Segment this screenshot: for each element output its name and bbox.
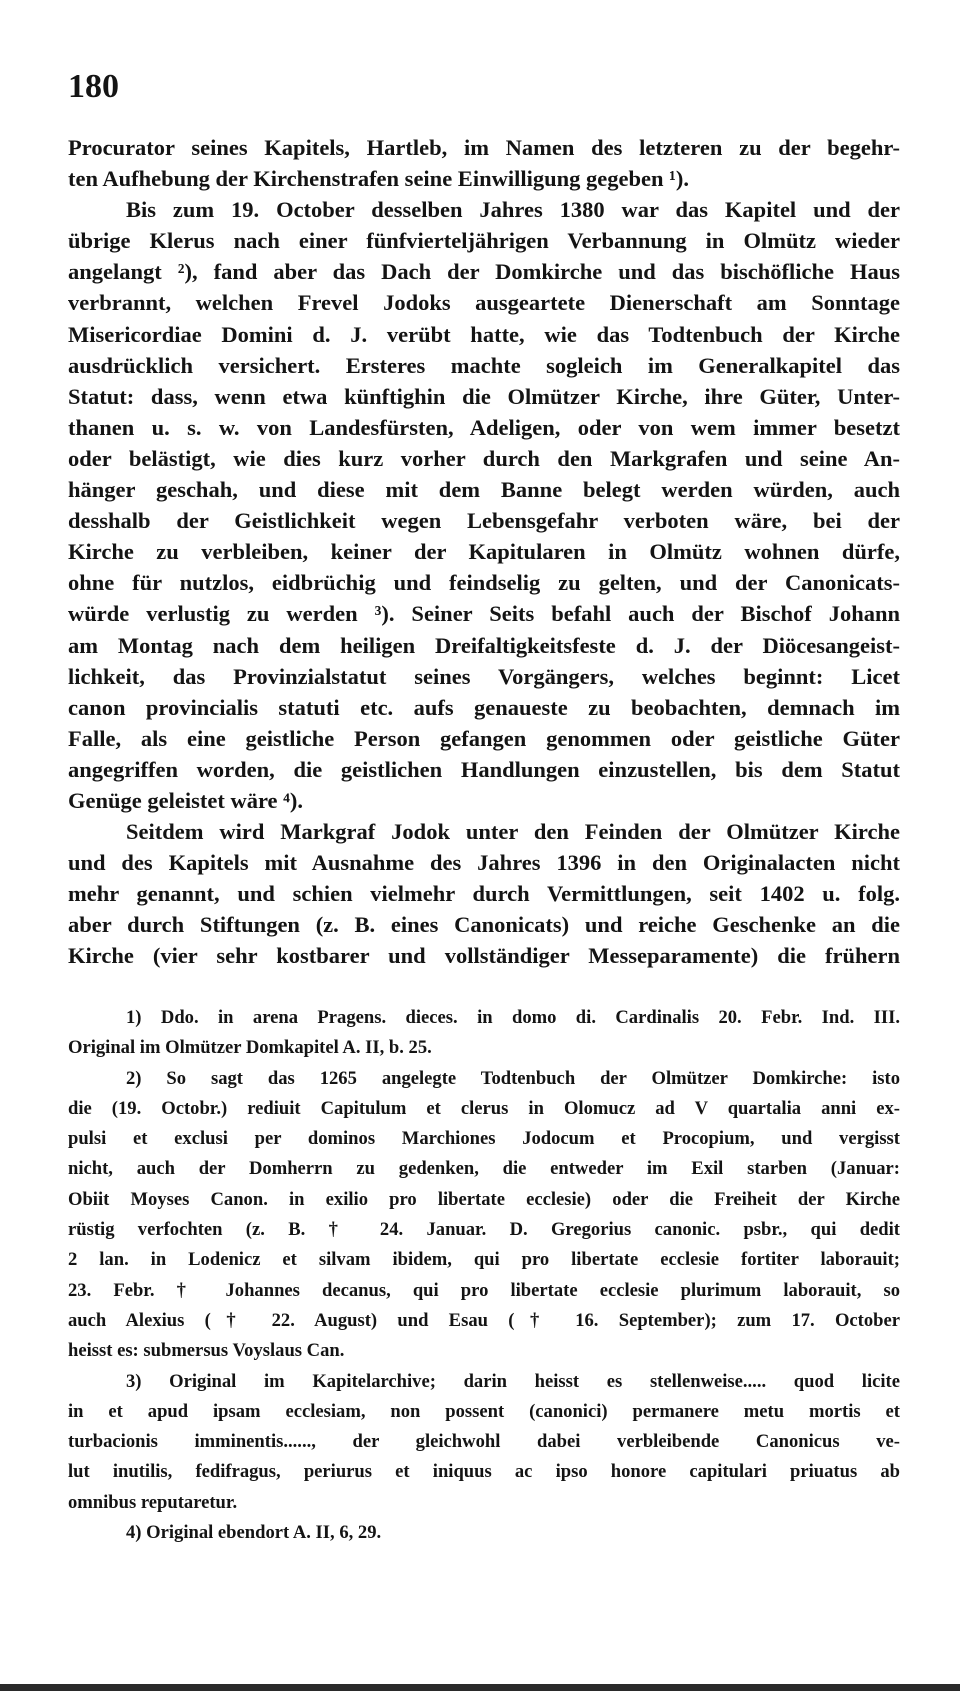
footnote-line: 3) Original im Kapitelarchive; darin heisst es stellenweise..... quod licite: [126, 1370, 900, 1392]
body-text-line: Genüge geleistet wäre ⁴).: [68, 787, 304, 813]
footnote-line: nicht, auch der Domherrn zu gedenken, die entweder im Exil starben (Januar:: [68, 1158, 900, 1180]
footnote-line: 2) So sagt das 1265 angelegte Todtenbuch der Olmützer Domkirche: isto: [126, 1067, 900, 1089]
footnotes: [68, 1003, 900, 1548]
footnote-line: turbacionis imminentis......, der gleichwohl dabei verbleibende Canonicus ve-: [68, 1431, 900, 1453]
body-text-line: ausdrücklich versichert. Ersteres machte sogleich im Generalkapitel das: [68, 352, 900, 378]
body-text-line: würde verlustig zu werden ³). Seiner Seits befahl auch der Bischof Johann: [68, 601, 900, 627]
body-text-line: lichkeit, das Provinzialstatut seines Vorgängers, welches beginnt: Licet: [68, 663, 900, 689]
body-text-line: ohne für nutzlos, eidbrüchig und feindselig zu gelten, und der Canonicats-: [68, 570, 900, 596]
body-text-line: aber durch Stiftungen (z. B. eines Canonicats) und reiche Geschenke an die: [68, 912, 900, 938]
footnote-line: omnibus reputaretur.: [68, 1491, 238, 1513]
footnote-line: 2 lan. in Lodenicz et silvam ibidem, qui pro libertate ecclesie fortiter laborauit;: [68, 1249, 900, 1271]
footnote-line: auch Alexius († 22. August) und Esau († 16. September); zum 17. October: [68, 1309, 900, 1331]
footnote-line: 4) Original ebendort A. II, 6, 29.: [126, 1522, 382, 1544]
footnote-line: 23. Febr. † Johannes decanus, qui pro libertate ecclesie plurimum laborauit, so: [68, 1279, 900, 1301]
footnote-line: in et apud ipsam ecclesiam, non possent (canonici) permanere metu mortis et: [68, 1400, 900, 1422]
footnote-line: heisst es: submersus Voyslaus Can.: [68, 1340, 345, 1362]
body-text-line: angelangt ²), fand aber das Dach der Domkirche und das bischöfliche Haus: [68, 259, 900, 285]
body-text-line: hänger geschah, und diese mit dem Banne belegt werden würden, auch: [68, 477, 900, 503]
body-text-line: mehr genannt, und schien vielmehr durch Vermittlungen, seit 1402 u. folg.: [68, 881, 900, 907]
body-text-line: und des Kapitels mit Ausnahme des Jahres 1396 in den Originalacten nicht: [68, 850, 900, 876]
footnote-line: Original im Olmützer Domkapitel A. II, b. 25.: [68, 1037, 432, 1059]
body-text-line: canon provincialis statuti etc. aufs genaueste zu beobachten, demnach im: [68, 694, 900, 720]
footnote-line: Obiit Moyses Canon. in exilio pro libertate ecclesie) oder die Freiheit der Kirche: [68, 1188, 900, 1210]
body-text-line: thanen u. s. w. von Landesfürsten, Adeligen, oder von wem immer besetzt: [68, 414, 900, 440]
footnote-line: pulsi et exclusi per dominos Marchiones Jodocum et Procopium, und vergisst: [68, 1128, 900, 1150]
body-text-line: Falle, als eine geistliche Person gefangen genommen oder geistliche Güter: [68, 725, 900, 751]
body-text-line: verbrannt, welchen Frevel Jodoks ausgeartete Dienerschaft am Sonntage: [68, 290, 900, 316]
footnote-line: die (19. Octobr.) rediuit Capitulum et clerus in Olomucz ad V quartalia anni ex-: [68, 1097, 900, 1119]
bottom-edge-rule: [0, 1684, 960, 1691]
body-text-line: Seitdem wird Markgraf Jodok unter den Feinden der Olmützer Kirche: [126, 819, 900, 845]
body-text: [68, 132, 900, 972]
body-text-line: Bis zum 19. October desselben Jahres 1380 war das Kapitel und der: [126, 197, 900, 223]
body-text-line: Procurator seines Kapitels, Hartleb, im Namen des letzteren zu der begehr-: [68, 135, 900, 160]
body-text-line: desshalb der Geistlichkeit wegen Lebensgefahr verboten wäre, bei der: [68, 508, 900, 534]
footnote-line: rüstig verfochten (z. B. † 24. Januar. D. Gregorius canonic. psbr., qui dedit: [68, 1219, 900, 1241]
body-text-line: Kirche (vier sehr kostbarer und vollständiger Messeparamente) die frühern: [68, 943, 900, 969]
body-text-line: Misericordiae Domini d. J. verübt hatte, wie das Todtenbuch der Kirche: [68, 321, 900, 347]
body-text-line: Kirche zu verbleiben, keiner der Kapitularen in Olmütz wohnen dürfe,: [68, 539, 900, 565]
body-text-line: oder belästigt, wie dies kurz vorher durch den Markgrafen und seine An-: [68, 445, 900, 471]
body-text-line: am Montag nach dem heiligen Dreifaltigkeitsfeste d. J. der Diöcesangeist-: [68, 632, 900, 658]
footnote-line: lut inutilis, fedifragus, periurus et iniquus ac ipso honore capitulari priuatus ab: [68, 1461, 900, 1483]
body-text-line: angegriffen worden, die geistlichen Handlungen einzustellen, bis dem Statut: [68, 756, 900, 782]
footnote-line: 1) Ddo. in arena Pragens. dieces. in domo di. Cardinalis 20. Febr. Ind. III.: [126, 1007, 900, 1028]
body-text-line: ten Aufhebung der Kirchenstrafen seine Einwilligung gegeben ¹).: [68, 166, 689, 192]
body-text-line: Statut: dass, wenn etwa künftighin die Olmützer Kirche, ihre Güter, Unter-: [68, 383, 900, 409]
body-text-line: übrige Klerus nach einer fünfvierteljährigen Verbannung in Olmütz wieder: [68, 228, 900, 254]
page-number: 180: [68, 68, 119, 105]
